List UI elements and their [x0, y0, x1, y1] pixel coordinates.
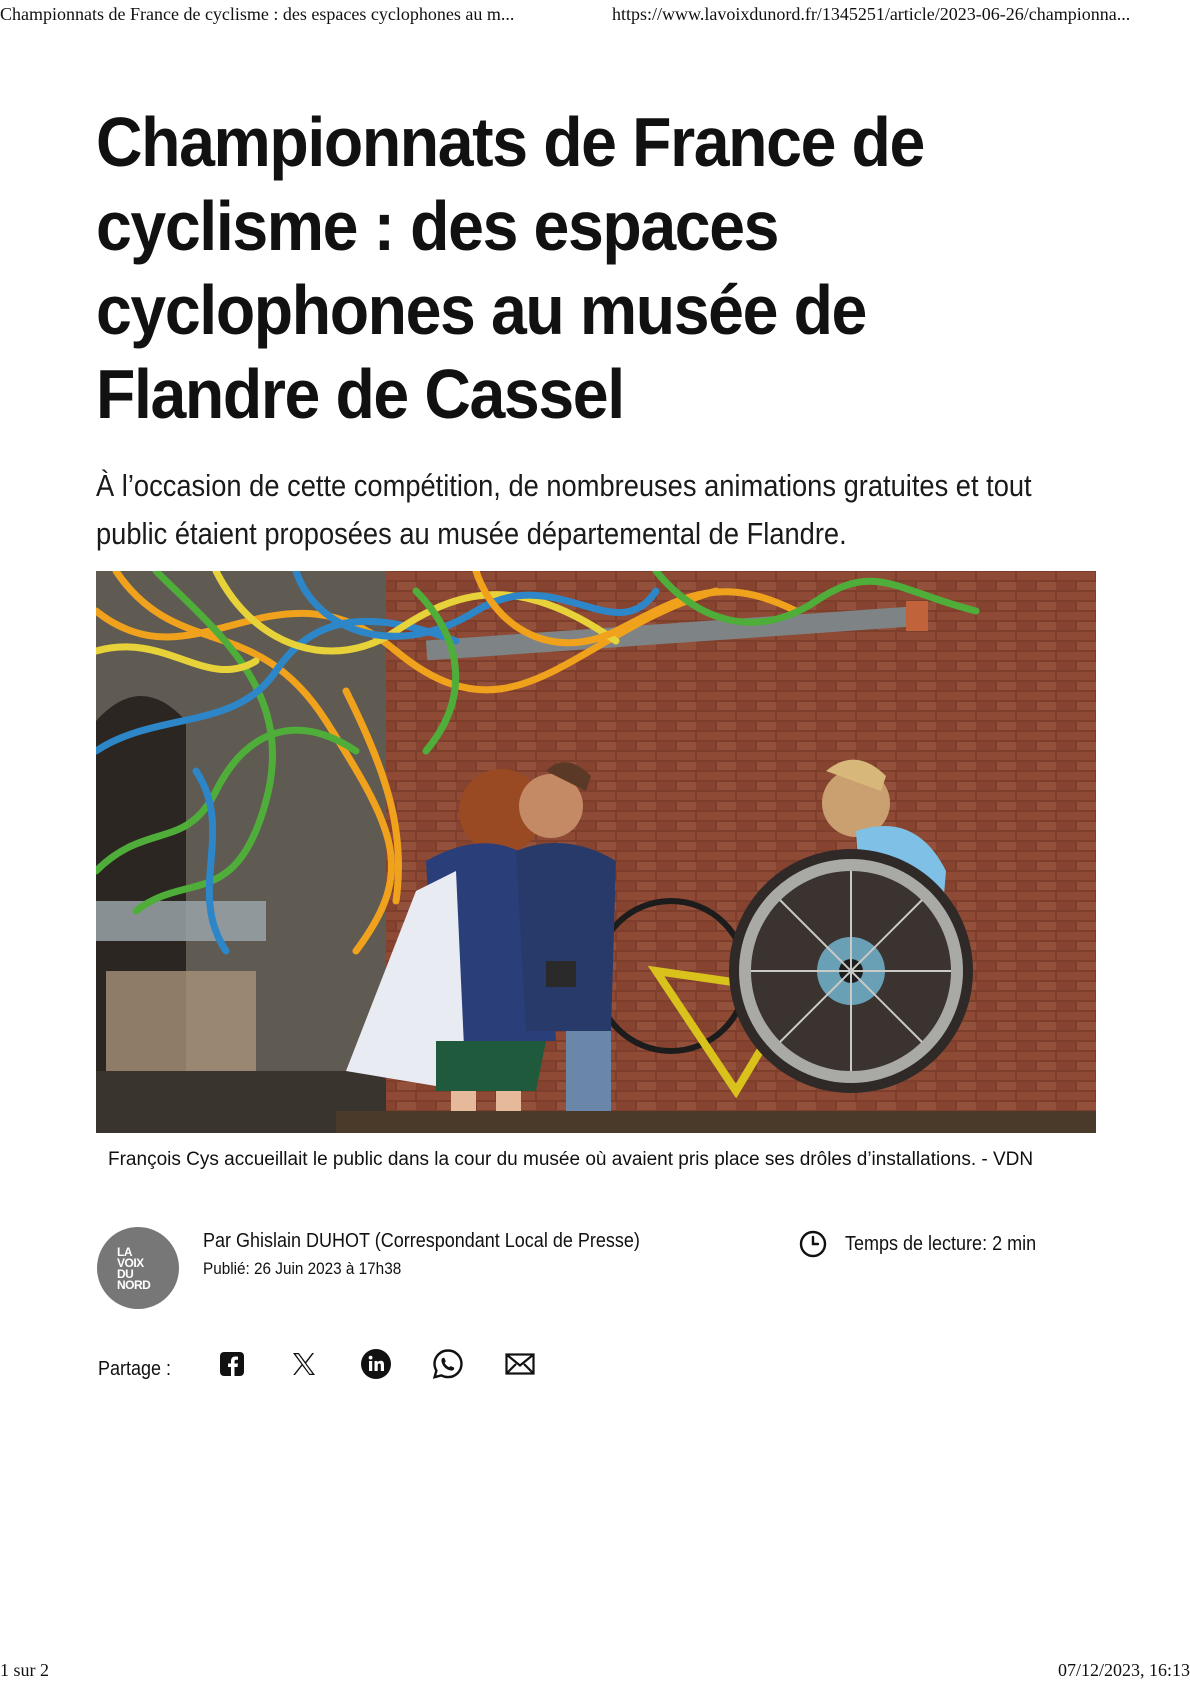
print-footer — [0, 1660, 1190, 1684]
publisher-logo-text: LA VOIX DU NORD — [117, 1245, 151, 1292]
share-bar — [96, 1346, 696, 1386]
facebook-icon[interactable] — [214, 1346, 250, 1382]
photo-caption: François Cys accueillait le public dans la cour du musée où avaient pris place ses drôles d’installations. - VDN — [108, 1149, 1034, 1170]
reading-time-text: Temps de lecture: 2 min — [845, 1233, 1037, 1255]
whatsapp-icon[interactable] — [430, 1346, 466, 1382]
article-headline: Championnats de France de cyclisme : des espaces cyclophones au musée de Flandre de Cassel — [96, 103, 924, 433]
byline — [96, 1226, 1096, 1316]
article-photo — [96, 571, 1096, 1133]
publish-date: Publié: 26 Juin 2023 à 17h38 — [203, 1259, 402, 1278]
article-lead: À l’occasion de cette compétition, de nombreuses animations gratuites et tout public étaient proposées au musée départemental de Flandre. — [96, 468, 1032, 551]
publisher-logo[interactable] — [97, 1227, 179, 1309]
print-header — [0, 4, 1190, 28]
x-icon[interactable] — [286, 1346, 322, 1382]
print-page-title: Championnats de France de cyclisme : des espaces cyclophones au m... — [0, 4, 515, 24]
clock-icon — [799, 1230, 827, 1258]
share-label: Partage : — [98, 1358, 172, 1380]
photo-illustration — [96, 571, 1096, 1133]
print-page-number: 1 sur 2 — [0, 1660, 49, 1680]
print-page-url[interactable]: https://www.lavoixdunord.fr/1345251/article/2023-06-26/championna... — [612, 4, 1131, 24]
print-date: 07/12/2023, 16:13 — [1057, 1660, 1190, 1680]
article-header — [96, 100, 1096, 558]
mail-icon[interactable] — [502, 1346, 538, 1382]
linkedin-icon[interactable] — [358, 1346, 394, 1382]
article-author[interactable]: Par Ghislain DUHOT (Correspondant Local de Presse) — [203, 1230, 640, 1252]
